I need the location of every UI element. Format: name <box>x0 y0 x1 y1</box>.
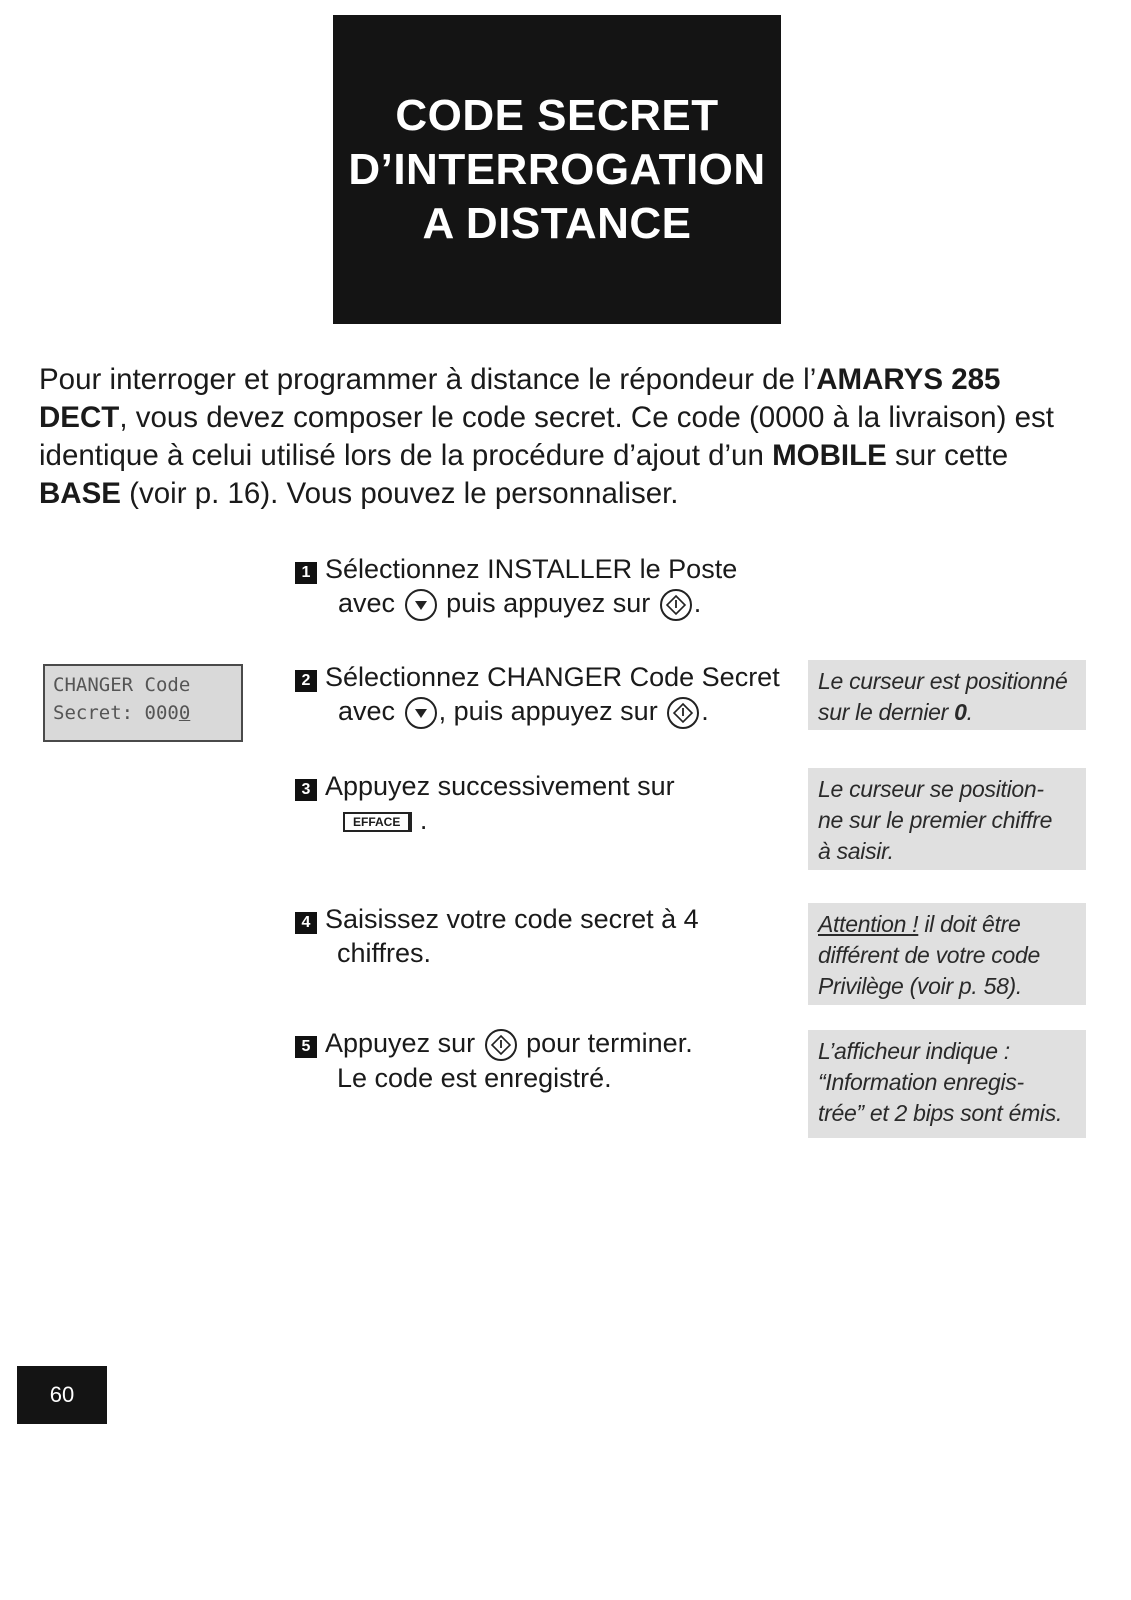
title-block <box>333 15 781 324</box>
step-number-badge: 4 <box>295 912 317 934</box>
title-line-1: CODE SECRET <box>395 90 719 140</box>
effacer-key-icon: EFFACE <box>343 812 412 832</box>
ok-key-icon <box>667 697 699 729</box>
step-number-badge: 5 <box>295 1036 317 1058</box>
intro-paragraph: Pour interroger et programmer à distance le répondeur de l’AMARYS 285 DECT, vous devez composer le code secret. Ce code (0000 à la livraison) est identique à celui utilisé lors de la procédure d’ajout d’un MOBILE sur cette BASE (voir p. 16). Vous pouvez le personnaliser. <box>39 363 1054 510</box>
ok-key-icon <box>485 1029 517 1061</box>
base-term: BASE <box>39 477 121 510</box>
ok-key-icon <box>660 589 692 621</box>
product-name: AMARYS 285 DECT <box>39 363 1001 434</box>
mobile-term: MOBILE <box>772 439 887 472</box>
step-2: 2 Sélectionnez CHANGER Code Secret avec , puis appuyez sur . <box>295 660 795 729</box>
lcd-display <box>43 664 243 742</box>
down-arrow-key-icon <box>405 589 437 621</box>
note-step-2: Le curseur est positionné sur le dernier 0. <box>808 660 1086 730</box>
step-3: 3 Appuyez successivement sur EFFACE . <box>295 769 795 837</box>
down-arrow-key-icon <box>405 697 437 729</box>
lcd-cursor: 0 <box>178 702 191 724</box>
page-number: 60 <box>17 1366 107 1424</box>
lcd-row-1: CHANGER Code <box>53 674 191 696</box>
step-number-badge: 1 <box>295 562 317 584</box>
note-step-4: Attention ! il doit être différent de votre code Privilège (voir p. 58). <box>808 903 1086 1005</box>
step-1: 1 Sélectionnez INSTALLER le Poste avec puis appuyez sur . <box>295 552 795 621</box>
title-line-3: A DISTANCE <box>422 198 692 248</box>
step-4: 4 Saisissez votre code secret à 4 chiffres. <box>295 902 795 970</box>
step-5: 5 Appuyez sur pour terminer. Le code est enregistré. <box>295 1026 795 1095</box>
note-step-3: Le curseur se position- ne sur le premier chiffre à saisir. <box>808 768 1086 870</box>
attention-label: Attention ! <box>818 911 919 937</box>
lcd-row-2: Secret: 0000 <box>53 702 191 724</box>
step-number-badge: 2 <box>295 670 317 692</box>
note-step-5: L’afficheur indique : “Information enregis- trée” et 2 bips sont émis. <box>808 1030 1086 1138</box>
title-line-2: D’INTERROGATION <box>348 144 766 194</box>
step-number-badge: 3 <box>295 779 317 801</box>
